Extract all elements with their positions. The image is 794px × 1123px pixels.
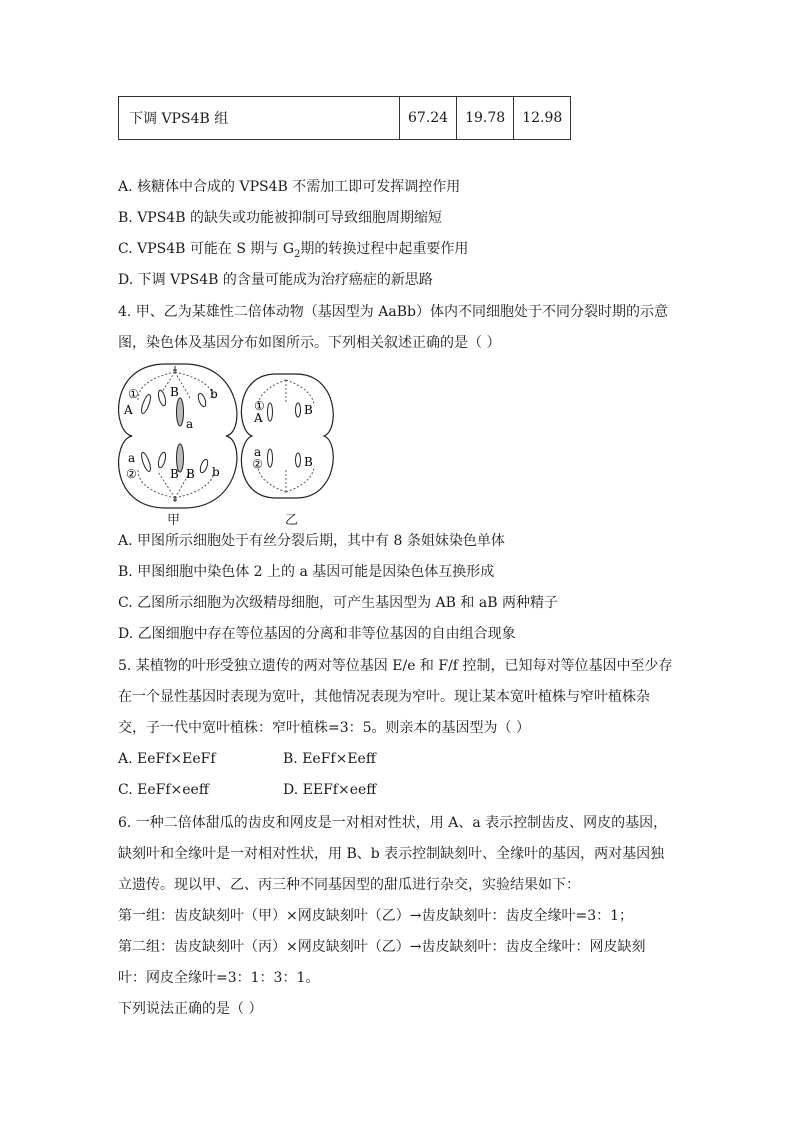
q4-stem-line-2: 图，染色体及基因分布如图所示。下列相关叙述正确的是（ ）	[118, 335, 501, 351]
label-gene-b-lower: b	[212, 465, 220, 479]
data-table	[118, 96, 571, 140]
q6-group-1: 第一组：齿皮缺刻叶（甲）×网皮缺刻叶（乙）→齿皮缺刻叶：齿皮全缘叶=3：1；	[118, 908, 634, 924]
label-yi-circle-2: ②	[252, 457, 263, 471]
label-yi-gene-a: a	[254, 445, 262, 459]
q5-option-b: B. EeFf×Eeff	[283, 751, 376, 767]
table-cell-value-2: 19.78	[457, 97, 514, 140]
cell-yi-diagram	[241, 374, 333, 498]
label-gene-B-lower-2: B	[186, 467, 195, 481]
label-gene-A: A	[124, 403, 133, 417]
label-gene-B-lower: B	[170, 467, 179, 481]
q3-option-c-pre: C. VPS4B 可能在 S 期与 G	[118, 241, 295, 257]
q5-stem-line-1: 5. 某植物的叶形受独立遗传的两对等位基因 E/e 和 F/f 控制，已知每对等位基因中至少存	[118, 658, 673, 674]
q6-group-2-line-2: 叶：网皮全缘叶=3：1：3：1。	[118, 970, 320, 986]
q3-option-b: B. VPS4B 的缺失或功能被抑制可导致细胞周期缩短	[118, 210, 442, 226]
q6-group-2-line-1: 第二组：齿皮缺刻叶（丙）×网皮缺刻叶（乙）→齿皮缺刻叶：齿皮全缘叶：网皮缺刻	[118, 939, 646, 955]
cell-division-figure	[118, 360, 358, 530]
q6-stem-line-3: 立遗传。现以甲、乙、丙三种不同基因型的甜瓜进行杂交，实验结果如下：	[118, 877, 580, 893]
cell-jia-diagram	[119, 364, 237, 508]
q3-option-a: A. 核糖体中合成的 VPS4B 不需加工即可发挥调控作用	[118, 179, 461, 195]
label-gene-b: b	[210, 387, 218, 401]
q4-option-a: A. 甲图所示细胞处于有丝分裂后期，其中有 8 条姐妹染色单体	[118, 533, 505, 549]
label-yi-gene-B: B	[304, 403, 313, 417]
q6-stem-line-2: 缺刻叶和全缘叶是一对相对性状，用 B、b 表示控制缺刻叶、全缘叶的基因，两对基因独	[118, 846, 665, 862]
q3-option-c-sub: 2	[294, 248, 301, 260]
q5-stem-line-3: 交，子一代中宽叶植株：窄叶植株=3：5。则亲本的基因型为（ ）	[118, 720, 530, 736]
table-cell-value-1: 67.24	[400, 97, 457, 140]
q6-question: 下列说法正确的是（ ）	[118, 1001, 263, 1017]
table-cell-value-3: 12.98	[514, 97, 571, 140]
label-gene-a-lower: a	[128, 451, 136, 465]
q5-stem-line-2: 在一个显性基因时表现为宽叶，其他情况表现为窄叶。现让某本宽叶植株与窄叶植株杂	[118, 689, 650, 705]
figure-caption-jia: 甲	[167, 513, 181, 528]
label-circle-2: ②	[126, 467, 137, 481]
label-yi-gene-B-lower: B	[304, 455, 313, 469]
table-cell-label: 下调 VPS4B 组	[119, 97, 400, 140]
q5-option-a: A. EeFf×EeFf	[118, 751, 216, 767]
label-gene-a: a	[186, 417, 194, 431]
q3-option-d: D. 下调 VPS4B 的含量可能成为治疗癌症的新思路	[118, 272, 433, 288]
q5-option-c: C. EeFf×eeff	[118, 782, 209, 798]
q4-option-c: C. 乙图所示细胞为次级精母细胞，可产生基因型为 AB 和 aB 两种精子	[118, 595, 558, 611]
q3-option-c	[118, 239, 468, 265]
label-gene-B: B	[170, 385, 179, 399]
q4-option-d: D. 乙图细胞中存在等位基因的分离和非等位基因的自由组合现象	[118, 626, 516, 642]
label-yi-circle-1: ①	[254, 399, 265, 413]
q5-option-d: D. EEFf×eeff	[283, 782, 377, 798]
label-yi-gene-A: A	[254, 411, 263, 425]
table-row	[119, 97, 571, 140]
q4-option-b: B. 甲图细胞中染色体 2 上的 a 基因可能是因染色体互换形成	[118, 564, 495, 580]
label-circle-1: ①	[128, 387, 139, 401]
figure-caption-yi: 乙	[285, 513, 299, 528]
q3-option-c-post: 期的转换过程中起重要作用	[300, 241, 469, 257]
q6-stem-line-1: 6. 一种二倍体甜瓜的齿皮和网皮是一对相对性状，用 A、a 表示控制齿皮、网皮的基因，	[118, 815, 668, 831]
q4-stem-line-1: 4. 甲、乙为某雄性二倍体动物（基因型为 AaBb）体内不同细胞处于不同分裂时期的示意	[118, 304, 668, 320]
